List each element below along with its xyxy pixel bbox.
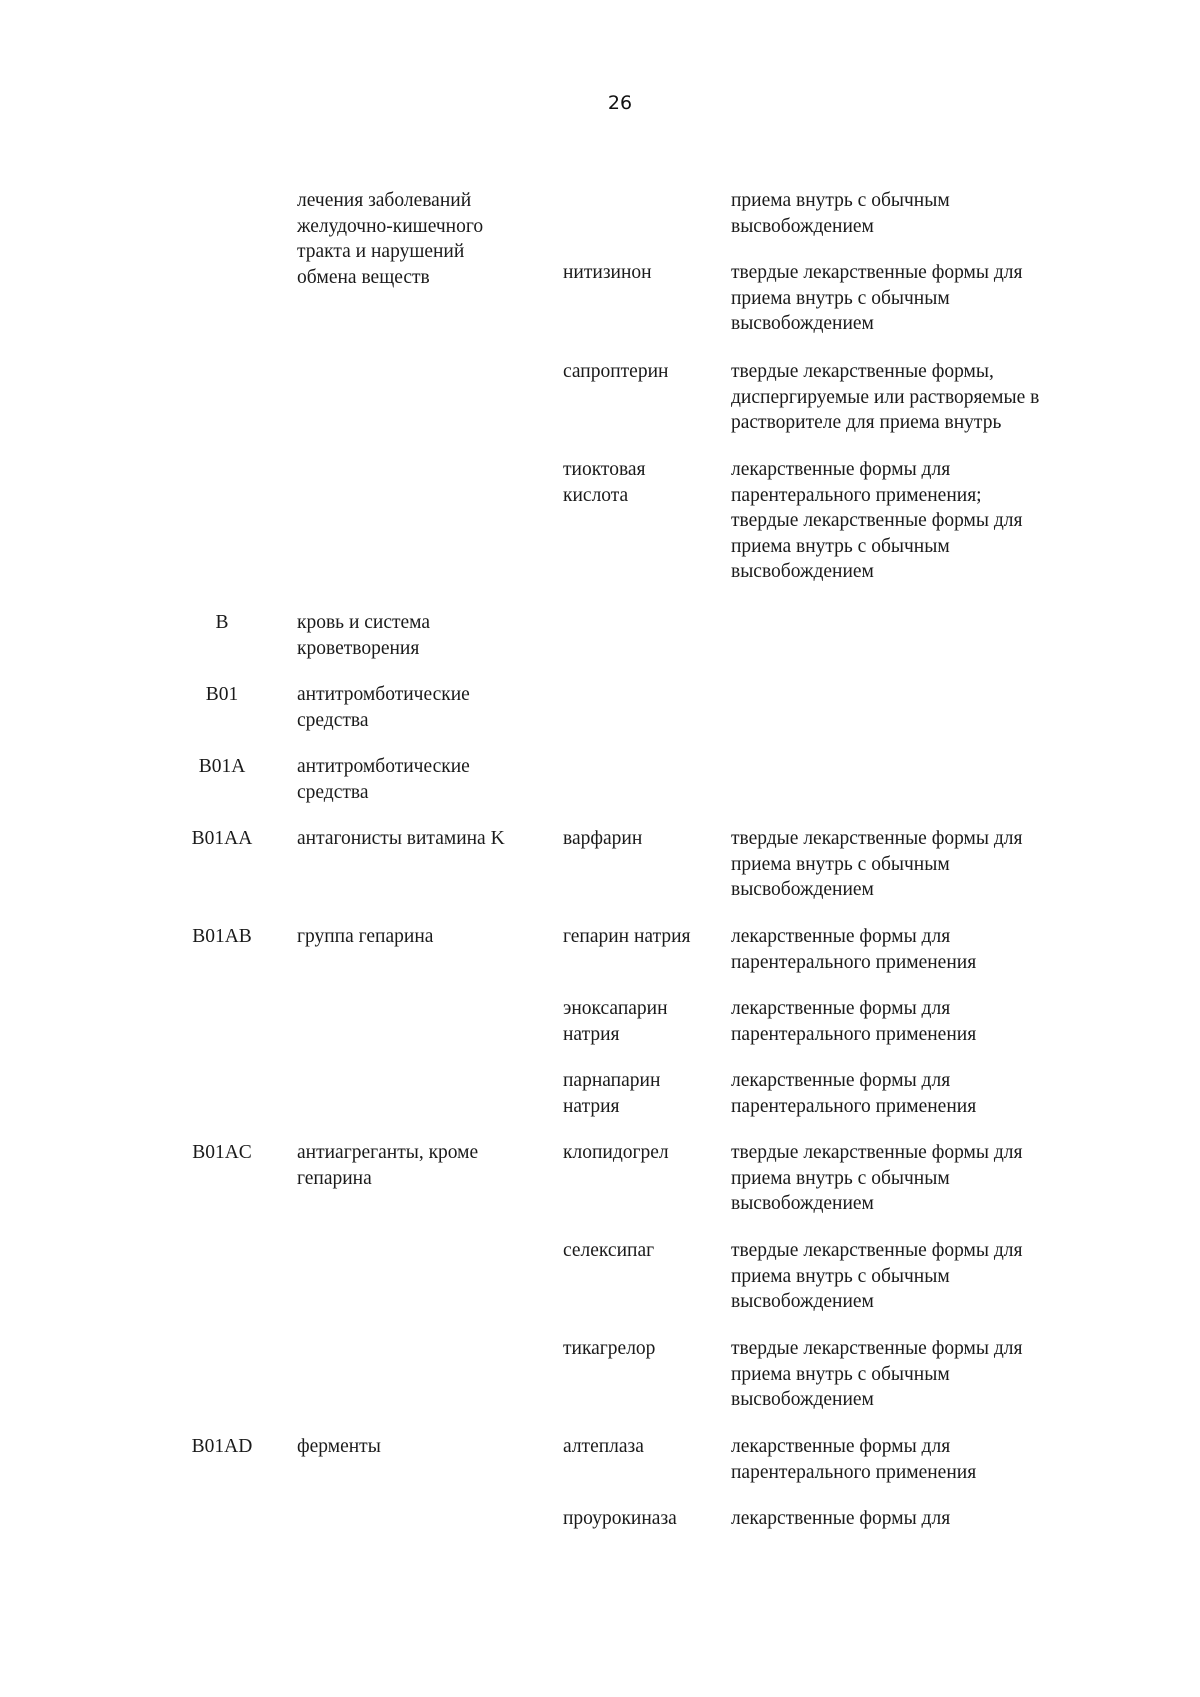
- drug-name-line: варфарин: [563, 828, 643, 849]
- dosage-form-line: диспергируемые или растворяемые в: [731, 386, 1040, 408]
- drug-name-line: тикагрелор: [563, 1338, 656, 1359]
- dosage-form: [731, 924, 1101, 975]
- drug-name: [563, 1140, 728, 1166]
- drug-name: [563, 260, 728, 286]
- dosage-form: [731, 1238, 1101, 1315]
- drug-name-line: селексипаг: [563, 1240, 655, 1261]
- dosage-form-line: высвобождением: [731, 561, 874, 582]
- dosage-form-line: лекарственные формы для: [731, 1508, 951, 1529]
- dosage-form: [731, 1336, 1101, 1413]
- drug-name: [563, 1506, 728, 1532]
- dosage-form-line: парентерального применения: [731, 1023, 977, 1045]
- atc-code: B01AB: [192, 926, 252, 947]
- group-name: [297, 1140, 547, 1191]
- dosage-form-line: твердые лекарственные формы для: [731, 510, 1023, 531]
- group-name-line: кроветворения: [297, 637, 420, 659]
- dosage-form-line: твердые лекарственные формы для: [731, 1142, 1023, 1163]
- atc-code: B01: [205, 684, 239, 705]
- drug-name: [563, 359, 728, 385]
- drug-name: [563, 1336, 728, 1362]
- group-name: [297, 1434, 547, 1460]
- dosage-form-line: парентерального применения: [731, 1095, 977, 1117]
- dosage-form-line: высвобождением: [731, 1291, 874, 1312]
- atc-code: B01AA: [191, 828, 253, 849]
- group-name-line: обмена веществ: [297, 266, 430, 288]
- page-number: 26: [607, 92, 633, 114]
- drug-name: [563, 826, 728, 852]
- dosage-form-line: твердые лекарственные формы для: [731, 1240, 1023, 1261]
- dosage-form-line: высвобождением: [731, 215, 874, 237]
- atc-code: B01A: [198, 756, 246, 777]
- group-name: [297, 754, 547, 805]
- dosage-form-line: приема внутрь с обычным: [731, 1363, 950, 1385]
- drug-name-line: тиоктовая: [563, 459, 646, 480]
- drug-name-line: алтеплаза: [563, 1436, 644, 1457]
- dosage-form-line: лекарственные формы для: [731, 1070, 951, 1091]
- drug-name: [563, 924, 728, 950]
- dosage-form-line: приема внутрь с обычным: [731, 190, 950, 211]
- dosage-form-line: лекарственные формы для: [731, 1436, 951, 1457]
- dosage-form-line: приема внутрь с обычным: [731, 853, 950, 875]
- dosage-form-line: парентерального применения: [731, 1461, 977, 1483]
- dosage-form-line: высвобождением: [731, 879, 874, 900]
- dosage-form: [731, 996, 1101, 1047]
- atc-code: B01AD: [191, 1436, 253, 1457]
- drug-name-line: кислота: [563, 484, 629, 506]
- group-name: [297, 682, 547, 733]
- dosage-form: [731, 1140, 1101, 1217]
- group-name-line: антитромботические: [297, 684, 470, 705]
- dosage-form: [731, 188, 1101, 239]
- drug-name: [563, 457, 728, 508]
- group-name-line: антагонисты витамина K: [297, 828, 505, 849]
- dosage-form-line: приема внутрь с обычным: [731, 535, 950, 557]
- dosage-form-line: высвобождением: [731, 1193, 874, 1214]
- group-name: [297, 610, 547, 661]
- group-name-line: средства: [297, 781, 369, 803]
- dosage-form-line: приема внутрь с обычным: [731, 1265, 950, 1287]
- group-name-line: ферменты: [297, 1436, 381, 1457]
- dosage-form: [731, 1068, 1101, 1119]
- drug-name: [563, 1434, 728, 1460]
- dosage-form: [731, 826, 1101, 903]
- drug-name: [563, 1068, 728, 1119]
- drug-name-line: сапроптерин: [563, 361, 669, 382]
- dosage-form-line: приема внутрь с обычным: [731, 1167, 950, 1189]
- drug-name: [563, 996, 728, 1047]
- dosage-form-line: растворителе для приема внутрь: [731, 412, 1002, 433]
- drug-name-line: проурокиназа: [563, 1508, 677, 1529]
- drug-name-line: натрия: [563, 1095, 620, 1117]
- dosage-form-line: твердые лекарственные формы для: [731, 828, 1023, 849]
- group-name: [297, 826, 547, 852]
- dosage-form: [731, 1506, 1101, 1532]
- dosage-form-line: парентерального применения;: [731, 484, 982, 506]
- dosage-form-line: парентерального применения: [731, 951, 977, 973]
- group-name-line: тракта и нарушений: [297, 241, 465, 262]
- group-name: [297, 924, 547, 950]
- group-name-line: средства: [297, 709, 369, 731]
- drug-name-line: натрия: [563, 1023, 620, 1045]
- group-name-line: кровь и система: [297, 612, 431, 633]
- group-name-line: антитромботические: [297, 756, 470, 777]
- group-name: [297, 188, 547, 290]
- dosage-form-line: лекарственные формы для: [731, 459, 951, 480]
- dosage-form: [731, 1434, 1101, 1485]
- group-name-line: лечения заболеваний: [297, 190, 472, 211]
- drug-name-line: нитизинон: [563, 262, 652, 283]
- dosage-form: [731, 260, 1101, 337]
- group-name-line: гепарина: [297, 1167, 372, 1189]
- dosage-form-line: высвобождением: [731, 313, 874, 334]
- dosage-form: [731, 457, 1101, 585]
- atc-code: B01AC: [192, 1142, 252, 1163]
- drug-name-line: эноксапарин: [563, 998, 668, 1019]
- dosage-form-line: лекарственные формы для: [731, 926, 951, 947]
- drug-name-line: клопидогрел: [563, 1142, 669, 1163]
- atc-code: B: [215, 612, 229, 633]
- group-name-line: антиагреганты, кроме: [297, 1142, 479, 1163]
- group-name-line: желудочно-кишечного: [297, 215, 484, 237]
- drug-name: [563, 1238, 728, 1264]
- dosage-form-line: твердые лекарственные формы для: [731, 262, 1023, 283]
- drug-name-line: парнапарин: [563, 1070, 661, 1091]
- dosage-form-line: высвобождением: [731, 1389, 874, 1410]
- dosage-form-line: лекарственные формы для: [731, 998, 951, 1019]
- dosage-form: [731, 359, 1101, 436]
- dosage-form-line: твердые лекарственные формы для: [731, 1338, 1023, 1359]
- group-name-line: группа гепарина: [297, 926, 434, 947]
- drug-name-line: гепарин натрия: [563, 926, 691, 947]
- dosage-form-line: твердые лекарственные формы,: [731, 361, 994, 382]
- dosage-form-line: приема внутрь с обычным: [731, 287, 950, 309]
